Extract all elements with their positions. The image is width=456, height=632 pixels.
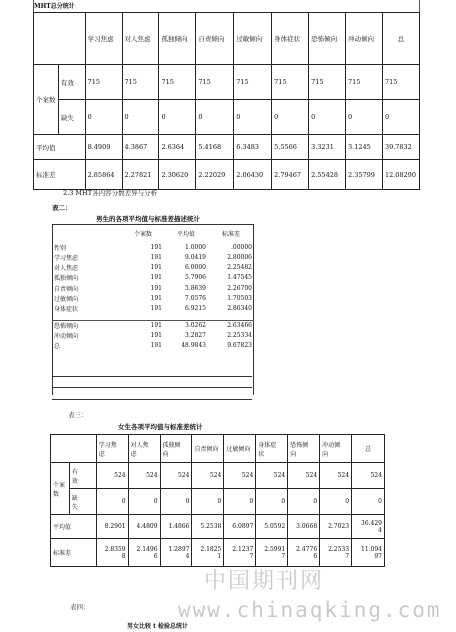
table3-row-group: 个案 数 xyxy=(51,463,70,515)
table3-cell: 36.429 4 xyxy=(352,515,385,539)
table2-row-label: 身体症状 xyxy=(54,305,79,313)
table1-row-label: 标准差 xyxy=(34,160,86,190)
table1-cell: 2.6364 xyxy=(159,135,196,160)
table3-cell: 0 xyxy=(320,489,352,515)
table1-header: 自责倾向 xyxy=(196,13,234,65)
table1-row-label: 平均值 xyxy=(34,135,86,160)
table-row xyxy=(52,303,254,313)
table1-cell: 0 xyxy=(382,100,419,135)
table3-header: 孤独倾 向 xyxy=(160,435,192,463)
table2-cell: 191 xyxy=(150,294,162,302)
table3-cell: 524 xyxy=(224,463,256,489)
table3-cell: 2.8359 8 xyxy=(96,539,128,567)
table3-row-label: 有 效 xyxy=(69,463,96,489)
table1-cell: 0 xyxy=(122,100,159,135)
table1-cell: 3.3231 xyxy=(309,135,346,160)
table2-cell: 7.0576 xyxy=(185,294,206,302)
table3-cell: 524 xyxy=(128,463,160,489)
table1-cell: 715 xyxy=(122,65,159,100)
table2-cell: .00000 xyxy=(231,243,252,251)
table-row xyxy=(52,331,254,341)
table2-cell: 2.86340 xyxy=(227,304,252,312)
table3-row-label: 标准差 xyxy=(51,539,97,567)
table2 xyxy=(52,228,254,351)
table1-cell: 2.35799 xyxy=(346,160,383,190)
table3-cell: 2.7023 xyxy=(320,515,352,539)
table2-cell: 2.25334 xyxy=(227,332,252,340)
table2-row-label: 学习焦虑 xyxy=(54,254,79,262)
table3-cell: 0 xyxy=(192,489,224,515)
table1-cell: 0 xyxy=(196,100,234,135)
table3-header: 身体症 状 xyxy=(256,435,288,463)
table3-cell: 3.0668 xyxy=(288,515,320,539)
table3-cell: 524 xyxy=(96,463,128,489)
table1-row-group: 个案数 xyxy=(34,65,59,135)
table2-cell: 2.26700 xyxy=(227,284,252,292)
table1-cell: 8.4909 xyxy=(85,135,122,160)
table2-row-label: 总 xyxy=(54,343,61,351)
table-row xyxy=(52,341,254,351)
table2-row-label: 对人焦虑 xyxy=(54,265,79,273)
table3-cell: 2.2533 7 xyxy=(320,539,352,567)
table3-cell: 5.0592 xyxy=(256,515,288,539)
table4-caption: 表四： xyxy=(70,603,90,611)
table2-cell: 1.0000 xyxy=(185,243,206,251)
table-row xyxy=(52,273,254,283)
table3-cell: 2.1496 6 xyxy=(128,539,160,567)
table1-header: 恐怖倾向 xyxy=(309,13,346,65)
table1-cell: 0 xyxy=(272,100,309,135)
table1-cell: 715 xyxy=(272,65,309,100)
table1-cell: 2.79467 xyxy=(272,160,309,190)
table1-row-label: 有效 xyxy=(58,65,85,100)
table3-cell: 2.5991 7 xyxy=(256,539,288,567)
table2-header: 平均值 xyxy=(176,230,195,238)
table3-header: 过敏倾向 xyxy=(224,435,256,463)
table1-cell: 6.3483 xyxy=(234,135,272,160)
table1-cell: 715 xyxy=(234,65,272,100)
table2-cell: 2.25482 xyxy=(227,264,252,272)
table3-caption: 表三： xyxy=(68,411,88,419)
table2-cell: 191 xyxy=(150,264,162,272)
table3-cell: 0 xyxy=(224,489,256,515)
table3-cell: 2.4776 6 xyxy=(288,539,320,567)
table1-cell: 0 xyxy=(234,100,272,135)
table-row xyxy=(52,242,254,252)
table1-corner-cell xyxy=(34,13,86,65)
table1-cell: 0 xyxy=(309,100,346,135)
table2-cell: 191 xyxy=(150,332,162,340)
table3-header: 总 xyxy=(352,435,385,463)
table2-cell: 191 xyxy=(150,274,162,282)
table3-header: 恐怖倾 向 xyxy=(288,435,320,463)
table3-header: 学习焦 虑 xyxy=(96,435,128,463)
table2-cell: 191 xyxy=(150,243,162,251)
table3-cell: 0 xyxy=(288,489,320,515)
table1-cell: 4.3867 xyxy=(122,135,159,160)
table1-cell: 5.5566 xyxy=(272,135,309,160)
table2-cell: 5.8639 xyxy=(185,284,206,292)
table3-header: 自责倾向 xyxy=(192,435,224,463)
table3-cell: 0 xyxy=(352,489,385,515)
table3-cell: 2.1237 7 xyxy=(224,539,256,567)
table3-cell: 524 xyxy=(288,463,320,489)
table2-row-label: 自责倾向 xyxy=(54,285,79,293)
table1-cell: 0 xyxy=(346,100,383,135)
table1-cell: 715 xyxy=(309,65,346,100)
table1-cell: 0 xyxy=(85,100,122,135)
table3-cell: 524 xyxy=(160,463,192,489)
table1-cell: 715 xyxy=(85,65,122,100)
table1-cell: 3.1245 xyxy=(346,135,383,160)
table1-header: 孤独倾向 xyxy=(159,13,196,65)
table3-cell: 2.1825 1 xyxy=(192,539,224,567)
table1-header: 身体症状 xyxy=(272,13,309,65)
table1-cell: 5.4168 xyxy=(196,135,234,160)
table1 xyxy=(33,12,420,190)
table1-cell: 2.55428 xyxy=(309,160,346,190)
table2-title: 男生的各项平均值与标准差描述统计 xyxy=(96,215,200,223)
table4-title: 男女比较 t 检验总统计 xyxy=(127,623,188,630)
table2-cell: 6.0000 xyxy=(185,264,206,272)
table1-header: 学习焦虑 xyxy=(85,13,122,65)
table2-cell: 1.70503 xyxy=(227,294,252,302)
table2-cell: 1.47545 xyxy=(227,274,252,282)
table3-cell: 0 xyxy=(96,489,128,515)
table2-row-label: 孤独倾向 xyxy=(54,275,79,283)
table3-cell: 1.4866 xyxy=(160,515,192,539)
table2-cell: 48.9843 xyxy=(181,342,206,350)
watermark-cn: 中国期刊网 xyxy=(204,569,325,594)
section-heading: 2.3 MHT各内容分数差异与分析 xyxy=(63,189,158,197)
table2-cell: 191 xyxy=(150,304,162,312)
table3-header: 对人焦 虑 xyxy=(128,435,160,463)
table2-cell: 5.7906 xyxy=(185,274,206,282)
table1-header: 对人焦虑 xyxy=(122,13,159,65)
table3-cell: 11.094 97 xyxy=(352,539,385,567)
table2-cell: 2.63466 xyxy=(227,322,252,330)
table3-cell: 4.4809 xyxy=(128,515,160,539)
table1-cell: 2.30620 xyxy=(159,160,196,190)
table1-cell: 715 xyxy=(382,65,419,100)
table2-header: 个案数 xyxy=(133,230,152,238)
table2-cell: 191 xyxy=(150,342,162,350)
table3 xyxy=(50,434,385,567)
table2-corner xyxy=(52,228,122,238)
table2-caption: 表二： xyxy=(52,204,72,212)
table1-cell: 0 xyxy=(159,100,196,135)
table3-corner-cell xyxy=(51,435,97,463)
table3-row-label: 平均值 xyxy=(51,515,97,539)
table-row xyxy=(52,252,254,262)
table2-cell: 2.80006 xyxy=(227,253,252,261)
table3-cell: 5.2538 xyxy=(192,515,224,539)
table2-row-label: 过敏倾向 xyxy=(54,295,79,303)
table1-cell: 2.27821 xyxy=(122,160,159,190)
table1-header: 总 xyxy=(382,13,419,65)
table2-cell: 9.0419 xyxy=(185,253,206,261)
table3-cell: 0 xyxy=(256,489,288,515)
watermark-url: www.chinaqking.com xyxy=(178,598,442,622)
table3-cell: 524 xyxy=(256,463,288,489)
table3-cell: 8.2901 xyxy=(96,515,128,539)
table3-cell: 0 xyxy=(128,489,160,515)
table1-cell: 2.85864 xyxy=(85,160,122,190)
table3-cell: 1.2897 4 xyxy=(160,539,192,567)
table3-header: 冲动倾 向 xyxy=(320,435,352,463)
table1-cell: 715 xyxy=(159,65,196,100)
table1-cell: 715 xyxy=(346,65,383,100)
table2-cell: 191 xyxy=(150,253,162,261)
table-row xyxy=(52,320,254,331)
table1-header: 过敏倾向 xyxy=(234,13,272,65)
table1-cell: 39.7832 xyxy=(382,135,419,160)
table2-cell: 6.9215 xyxy=(185,304,206,312)
table1-cell: 2.06430 xyxy=(234,160,272,190)
table1-header: 冲动倾向 xyxy=(346,13,383,65)
table2-row-label: 性别 xyxy=(54,244,67,252)
table2-row-label: 冲动倾向 xyxy=(54,333,79,341)
table1-cell: 715 xyxy=(196,65,234,100)
table2-row-label: 恐怖倾向 xyxy=(54,323,79,331)
table2-cell: 3.2827 xyxy=(185,332,206,340)
table-row xyxy=(52,293,254,303)
table3-row-label: 缺 失 xyxy=(69,489,96,515)
table1-cell: 12.08290 xyxy=(382,160,419,190)
table3-title: 女生各项平均值与标准差统计 xyxy=(118,423,203,431)
table2-cell: 191 xyxy=(150,322,162,330)
table3-cell: 524 xyxy=(192,463,224,489)
table1-cell: 2.22029 xyxy=(196,160,234,190)
table2-header: 标准差 xyxy=(221,230,240,238)
table1-title: MHT总分统计 xyxy=(34,3,75,10)
table1-row-label: 缺失 xyxy=(58,100,85,135)
table2-cell: 191 xyxy=(150,284,162,292)
table-row xyxy=(52,263,254,273)
table2-blank-row xyxy=(52,387,252,400)
table3-cell: 524 xyxy=(352,463,385,489)
table2-cell: 9.67823 xyxy=(227,342,252,350)
table3-cell: 524 xyxy=(320,463,352,489)
table3-cell: 0 xyxy=(160,489,192,515)
table2-cell: 3.0262 xyxy=(185,322,206,330)
table3-cell: 6.0897 xyxy=(224,515,256,539)
table-row xyxy=(52,283,254,293)
